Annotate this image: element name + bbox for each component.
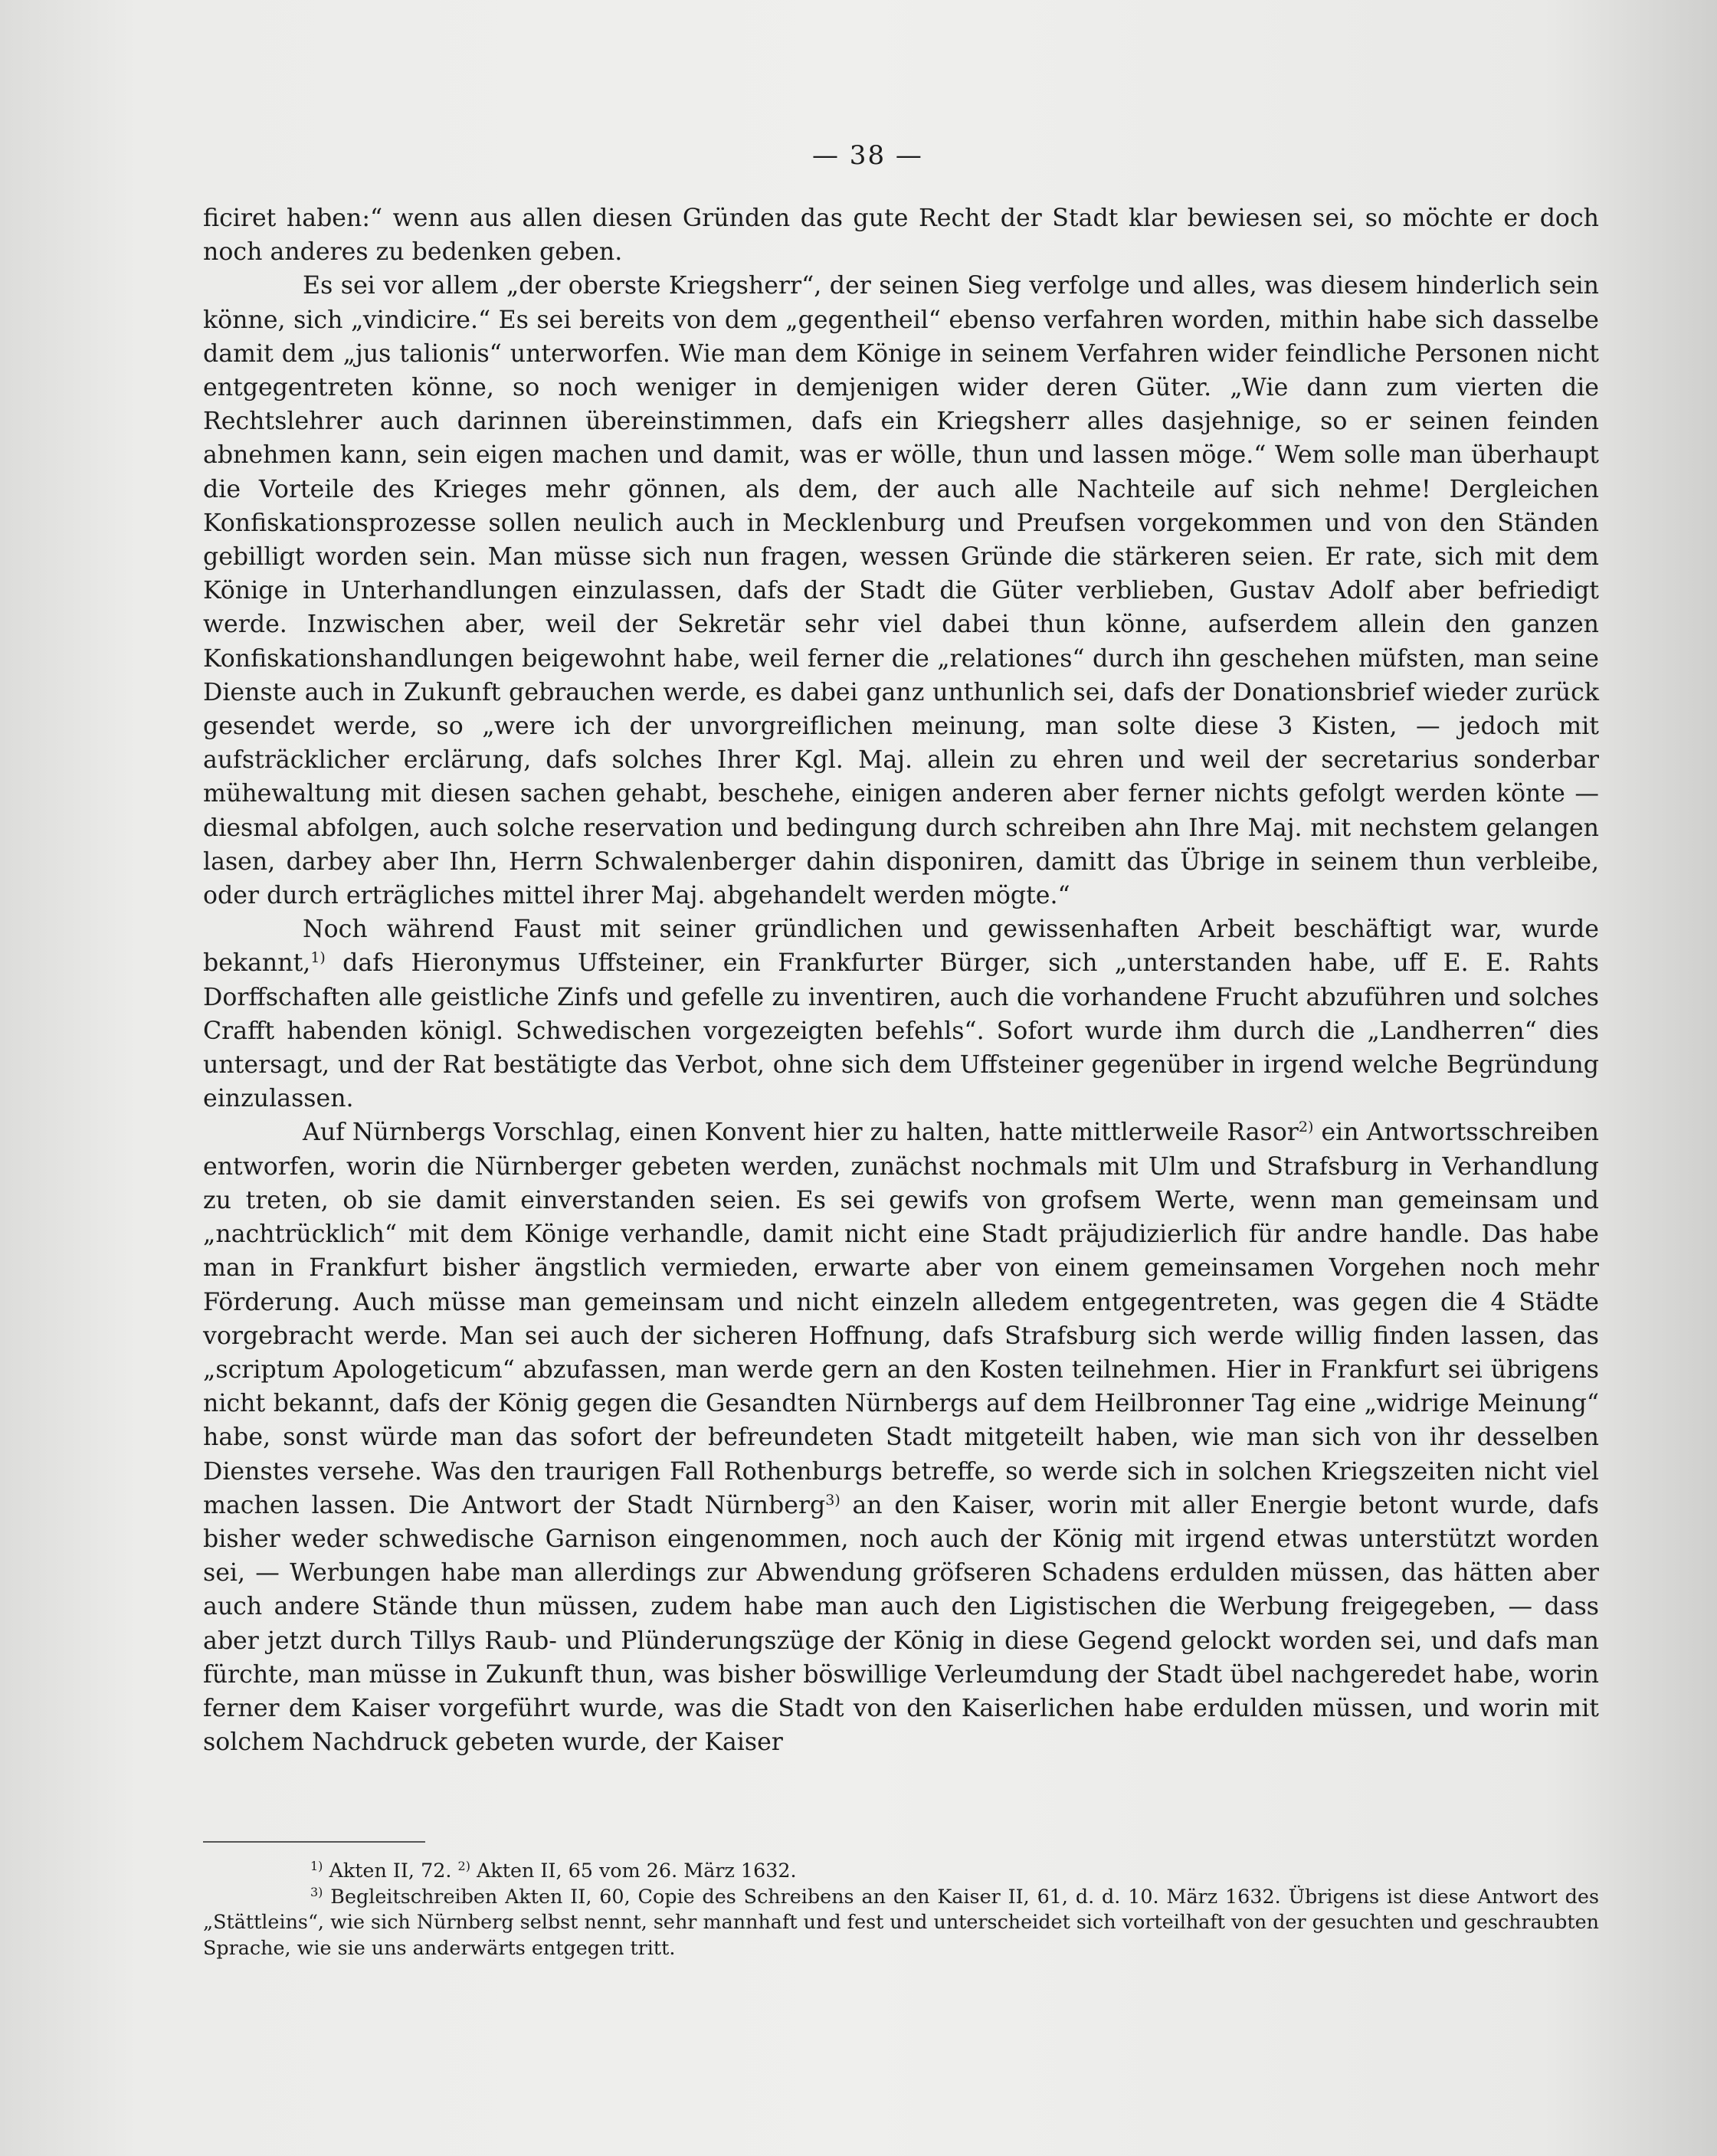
footnote	[203, 1884, 1599, 1961]
footnote-separator	[203, 1841, 425, 1843]
footnote-reference: 3)	[310, 1884, 323, 1899]
footnotes	[203, 1858, 1599, 1961]
footnote-reference: 1)	[310, 1859, 323, 1873]
footnote-reference: 1)	[310, 949, 326, 967]
footnote	[203, 1858, 1599, 1884]
footnote-text: Akten II, 65 vom 26. März 1632.	[470, 1859, 797, 1882]
footnote-text: Begleitschreiben Akten II, 60, Copie des Schreibens an den Kaiser II, 61, d. d. 10. März 1632. Übrigens ist diese Antwort des „Stättleins“, wie sich Nürnberg selbst nennt, sehr mannhaft und fest und unterscheidet sich vorteilhaft von der gesuchten und geschraubten Sprache, wie sie uns anderwärts entgegen tritt.	[203, 1884, 1599, 1959]
paragraph	[203, 913, 1599, 1116]
paragraph-text: Noch während Faust mit seiner gründlichen und gewissenhaften Arbeit beschäftigt war, wurde bekannt,	[203, 916, 1599, 978]
paragraph-text: dafs Hieronymus Uffsteiner, ein Frankfurter Bürger, sich „unterstanden habe, uff E. E. Rahts Dorffschaften alle geistliche Zinfs und gefelle zu inventiren, auch die vorhandene Frucht abzuführen und solches Crafft habenden königl. Schwedischen vorgezeigten befehls“. Sofort wurde ihm durch die „Landherren“ dies untersagt, und der Rat bestätigte das Verbot, ohne sich dem Uffsteiner gegenüber in irgend welche Begründung einzulassen.	[203, 949, 1599, 1113]
page-number: — 38 —	[812, 140, 923, 171]
footnote-text: Akten II, 72.	[323, 1859, 458, 1882]
paragraph	[203, 202, 1599, 269]
paragraph-text: an den Kaiser, worin mit aller Energie betont wurde, dafs bisher weder schwedische Garnison eingenommen, noch auch der König mit irgend etwas unterstützt worden sei, — Werbungen habe man allerdings zur Abwendung gröfseren Schadens erdulden müssen, das hätten aber auch andere Stände thun müssen, zudem habe man auch den Ligistischen die Werbung freigegeben, — dass aber jetzt durch Tillys Raub- und Plünderungszüge der König in diese Gegend gelockt worden sei, und dafs man fürchte, man müsse in Zukunft thun, was bisher böswillige Verleumdung der Stadt übel nachgeredet habe, worin ferner dem Kaiser vorgeführt wurde, was die Stadt von den Kaiserlichen habe erdulden müssen, und worin mit solchem Nachdruck gebeten wurde, der Kaiser	[203, 1491, 1599, 1757]
paragraph	[203, 1116, 1599, 1759]
paragraph-text: ficiret haben:“ wenn aus allen diesen Gründen das gute Recht der Stadt klar bewiesen sei, so möchte er doch noch anderes zu bedenken geben.	[203, 205, 1599, 267]
body-text	[203, 202, 1599, 1759]
paragraph-text: Es sei vor allem „der oberste Kriegsherr“, der seinen Sieg verfolge und alles, was diesem hinderlich sein könne, sich „vindicire.“ Es sei bereits von dem „gegentheil“ ebenso verfahren worden, mithin habe sich dasselbe damit dem „jus talionis“ unterworfen. Wie man dem Könige in seinem Verfahren wider feindliche Personen nicht entgegentreten könne, so noch weniger in demjenigen wider deren Güter. „Wie dann zum vierten die Rechtslehrer auch darinnen übereinstimmen, dafs ein Kriegsherr alles dasjehnige, so er seinen feinden abnehmen kann, sein eigen machen und damit, was er wölle, thun und lassen möge.“ Wem solle man überhaupt die Vorteile des Krieges mehr gönnen, als dem, der auch alle Nachteile auf sich nehme! Dergleichen Konfiskationsprozesse sollen neulich auch in Mecklenburg und Preufsen vorgekommen und von den Ständen gebilligt worden sein. Man müsse sich nun fragen, wessen Gründe die stärkeren seien. Er rate, sich mit dem Könige in Unterhandlungen einzulassen, dafs der Stadt die Güter verblieben, Gustav Adolf aber befriedigt werde. Inzwischen aber, weil der Sekretär sehr viel dabei thun könne, aufserdem allein den ganzen Konfiskationshandlungen beigewohnt habe, weil ferner die „relationes“ durch ihn geschehen müfsten, man seine Dienste auch in Zukunft gebrauchen werde, es dabei ganz unthunlich sei, dafs der Donationsbrief wieder zurück gesendet werde, so „were ich der unvorgreiflichen meinung, man solte diese 3 Kisten, — jedoch mit aufsträcklicher erclärung, dafs solches Ihrer Kgl. Maj. allein zu ehren und weil der secretarius sonderbar mühewaltung mit diesen sachen gehabt, beschehe, einigen anderen aber ferner nichts gefolgt werden könte — diesmal abfolgen, auch solche reservation und bedingung durch schreiben ahn Ihre Maj. mit nechstem gelangen lasen, darbey aber Ihn, Herrn Schwalenberger dahin disponiren, damitt das Übrige in seinem thun verbleibe, oder durch erträgliches mittel ihrer Maj. abgehandelt werden mögte.“	[203, 272, 1599, 910]
paragraph	[203, 269, 1599, 913]
footnote-reference: 2)	[457, 1859, 470, 1873]
footnote-reference: 2)	[1298, 1119, 1314, 1136]
footnote-reference: 3)	[825, 1491, 840, 1509]
paragraph-text: Auf Nürnbergs Vorschlag, einen Konvent hier zu halten, hatte mittlerweile Rasor	[303, 1119, 1299, 1147]
paragraph-text: ein Antwortsschreiben entworfen, worin die Nürnberger gebeten werden, zunächst nochmals mit Ulm und Strafsburg in Verhandlung zu treten, ob sie damit einverstanden seien. Es sei gewifs von grofsem Werte, wenn man gemeinsam und „nachtrücklich“ mit dem Könige verhandle, damit nicht eine Stadt präjudizierlich für andre handle. Das habe man in Frankfurt bisher ängstlich vermieden, erwarte aber von einem gemeinsamen Vorgehen noch mehr Förderung. Auch müsse man gemeinsam und nicht einzeln alledem entgegentreten, was gegen die 4 Städte vorgebracht werde. Man sei auch der sicheren Hoffnung, dafs Strafsburg sich werde willig finden lassen, das „scriptum Apologeticum“ abzufassen, man werde gern an den Kosten teilnehmen. Hier in Frankfurt sei übrigens nicht bekannt, dafs der König gegen die Gesandten Nürnbergs auf dem Heilbronner Tag eine „widrige Meinung“ habe, sonst würde man das sofort der befreundeten Stadt mitgeteilt haben, wie man sich von ihr desselben Dienstes versehe. Was den traurigen Fall Rothenburgs betreffe, so werde sich in solchen Kriegszeiten nicht viel machen lassen. Die Antwort der Stadt Nürnberg	[203, 1119, 1600, 1519]
